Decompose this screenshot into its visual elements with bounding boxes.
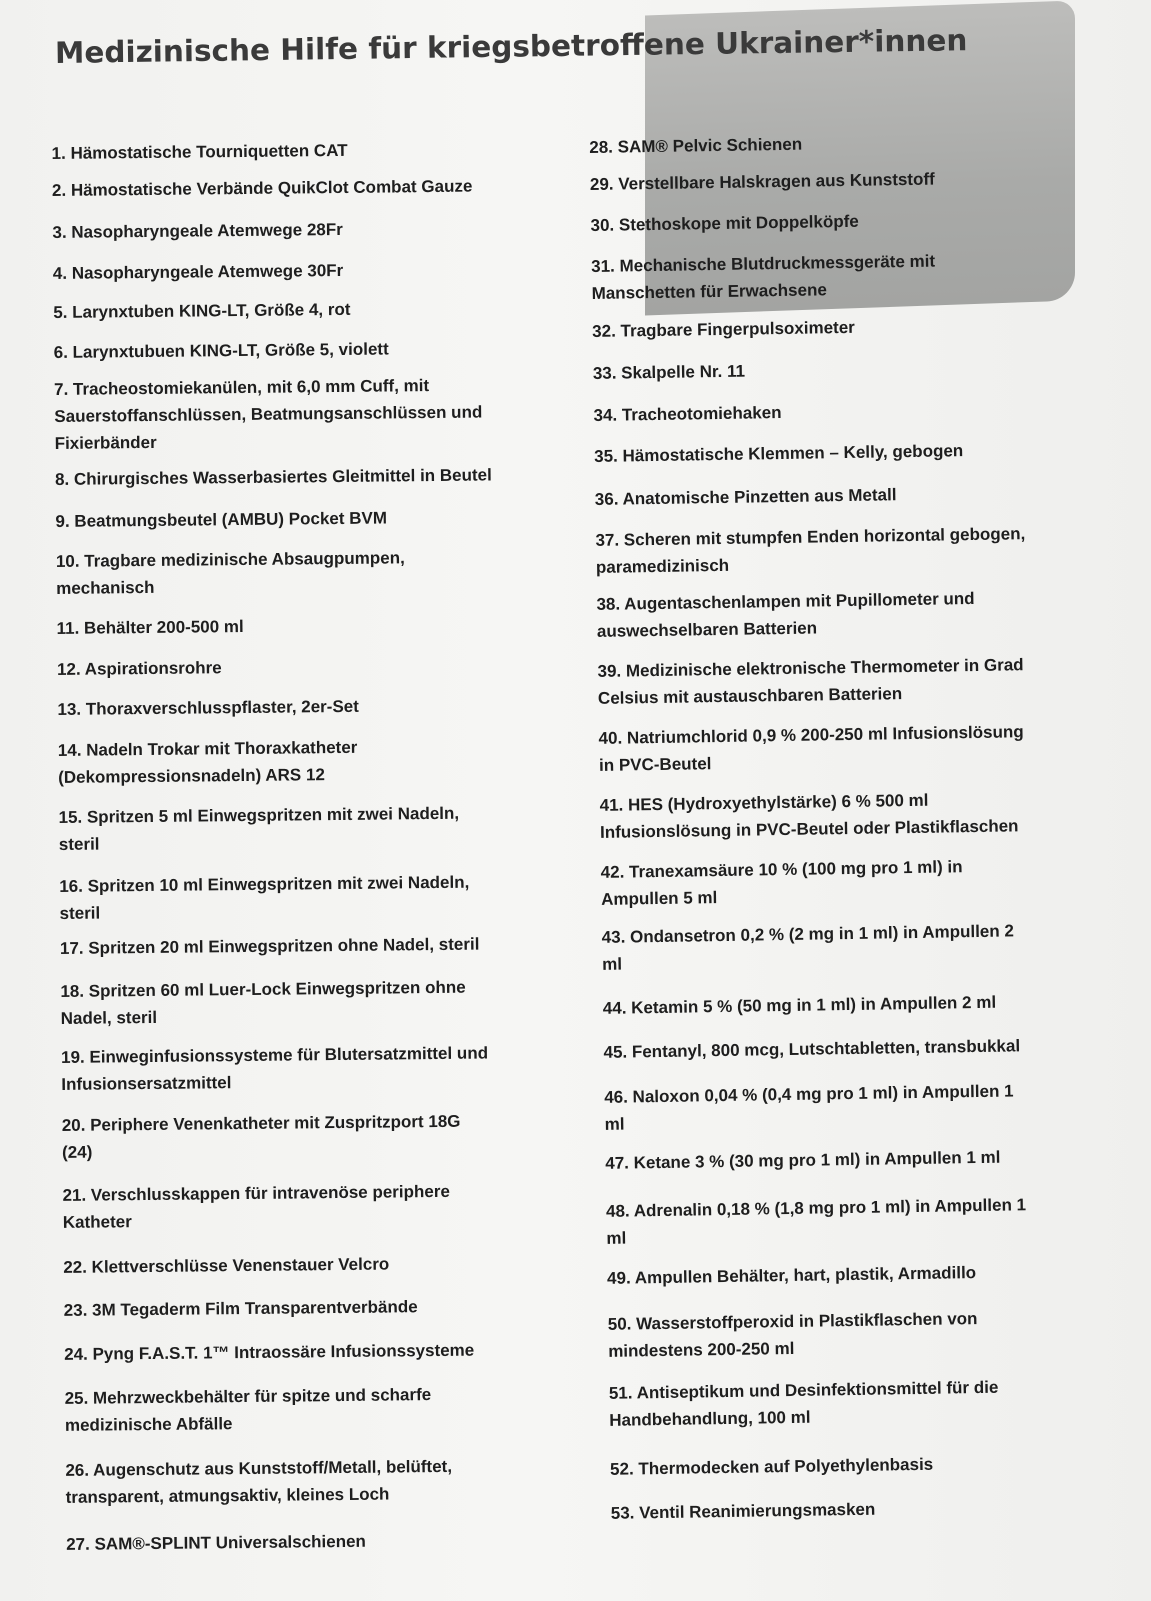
list-item: 18. Spritzen 60 ml Luer-Lock Einwegspritzen ohne Nadel, steril: [60, 977, 466, 1028]
list-item: 41. HES (Hydroxyethylstärke) 6 % 500 ml Infusionslösung in PVC-Beutel oder Plastikflaschen: [599, 790, 1019, 842]
list-item: 6. Larynxtubuen KING-LT, Größe 5, violett: [53, 339, 389, 362]
list-item: 12. Aspirationsrohre: [56, 658, 222, 679]
list-item: 7. Tracheostomiekanülen, mit 6,0 mm Cuff, mit Sauerstoffanschlüssen, Beatmungsanschlüssen und Fixierbänder: [53, 376, 483, 453]
list-item: 33. Skalpelle Nr. 11: [592, 361, 746, 383]
list-item: 34. Tracheotomiehaken: [593, 402, 782, 425]
list-item: 31. Mechanische Blutdruckmessgeräte mit Manschetten für Erwachsene: [591, 251, 936, 303]
list-item: 10. Tragbare medizinische Absaugpumpen, mechanisch: [55, 548, 405, 598]
list-item: 53. Ventil Reanimierungsmasken: [610, 1499, 876, 1523]
list-item: 25. Mehrzweckbehälter für spitze und scharfe medizinische Abfälle: [64, 1385, 432, 1435]
list-item: 20. Periphere Venenkatheter mit Zuspritzport 18G (24): [61, 1111, 461, 1162]
list-item: 38. Augentaschenlampen mit Pupillometer und auswechselbaren Batterien: [596, 588, 975, 641]
list-item: 39. Medizinische elektronische Thermometer in Grad Celsius mit austauschbaren Batterien: [597, 655, 1024, 708]
list-item: 23. 3M Tegaderm Film Transparentverbände: [63, 1297, 418, 1320]
list-item: 1. Hämostatische Tourniquetten CAT: [51, 140, 348, 163]
list-item: 14. Nadeln Trokar mit Thoraxkatheter (Dekompressionsnadeln) ARS 12: [57, 737, 358, 787]
list-item: 22. Klettverschlüsse Venenstauer Velcro: [63, 1254, 390, 1277]
list-item: 46. Naloxon 0,04 % (0,4 mg pro 1 ml) in Ampullen 1 ml: [604, 1081, 1014, 1134]
list-item: 5. Larynxtuben KING-LT, Größe 4, rot: [53, 299, 351, 322]
list-item: 4. Nasopharyngeale Atemwege 30Fr: [52, 260, 344, 283]
list-item: 43. Ondansetron 0,2 % (2 mg in 1 ml) in Ampullen 2 ml: [601, 921, 1015, 974]
list-item: 47. Ketane 3 % (30 mg pro 1 ml) in Ampullen 1 ml: [605, 1147, 1001, 1173]
list-item: 3. Nasopharyngeale Atemwege 28Fr: [52, 219, 343, 242]
list-item: 32. Tragbare Fingerpulsoximeter: [592, 317, 855, 341]
list-item: 44. Ketamin 5 % (50 mg in 1 ml) in Ampullen 2 ml: [602, 992, 997, 1018]
list-item: 27. SAM®-SPLINT Universalschienen: [66, 1531, 366, 1554]
list-item: 36. Anatomische Pinzetten aus Metall: [594, 485, 897, 509]
list-item: 19. Einweginfusionssysteme für Blutersatzmittel und Infusionsersatzmittel: [60, 1043, 489, 1094]
list-item: 50. Wasserstoffperoxid in Plastikflaschen von mindestens 200-250 ml: [607, 1309, 978, 1361]
document-title: Medizinische Hilfe für kriegsbetroffene Ukrainer*innen: [54, 23, 968, 70]
list-item: 35. Hämostatische Klemmen – Kelly, gebogen: [594, 441, 964, 466]
list-item: 2. Hämostatische Verbände QuikClot Combat Gauze: [51, 176, 473, 200]
list-item: 28. SAM® Pelvic Schienen: [589, 134, 803, 157]
list-item: 29. Verstellbare Halskragen aus Kunststoff: [589, 169, 935, 194]
list-item: 11. Behälter 200-500 ml: [56, 617, 244, 638]
list-item: 26. Augenschutz aus Kunststoff/Metall, belüftet, transparent, atmungsaktiv, kleines Loch: [65, 1456, 453, 1507]
list-item: 17. Spritzen 20 ml Einwegspritzen ohne Nadel, steril: [59, 934, 480, 958]
list-item: 15. Spritzen 5 ml Einwegspritzen mit zwei Nadeln, steril: [58, 803, 460, 854]
list-item: 51. Antiseptikum und Desinfektionsmittel für die Handbehandlung, 100 ml: [608, 1377, 999, 1430]
list-item: 52. Thermodecken auf Polyethylenbasis: [609, 1454, 934, 1479]
list-item: 45. Fentanyl, 800 mcg, Lutschtabletten, transbukkal: [603, 1036, 1021, 1062]
list-item: 16. Spritzen 10 ml Einwegspritzen mit zwei Nadeln, steril: [59, 872, 470, 923]
list-item: 42. Tranexamsäure 10 % (100 mg pro 1 ml) in Ampullen 5 ml: [600, 857, 963, 909]
list-item: 9. Beatmungsbeutel (AMBU) Pocket BVM: [55, 508, 388, 531]
list-item: 24. Pyng F.A.S.T. 1™ Intraossäre Infusionssysteme: [64, 1340, 475, 1364]
list-item: 49. Ampullen Behälter, hart, plastik, Armadillo: [606, 1263, 977, 1288]
list-item: 13. Thoraxverschlusspflaster, 2er-Set: [57, 696, 359, 719]
list-item: 8. Chirurgisches Wasserbasiertes Gleitmittel in Beutel: [54, 465, 492, 489]
list-item: 30. Stethoskope mit Doppelköpfe: [590, 211, 859, 235]
list-item: 37. Scheren mit stumpfen Enden horizontal gebogen, paramedizinisch: [595, 524, 1026, 577]
list-item: 48. Adrenalin 0,18 % (1,8 mg pro 1 ml) in Ampullen 1 ml: [605, 1195, 1027, 1248]
list-item: 40. Natriumchlorid 0,9 % 200-250 ml Infusionslösung in PVC-Beutel: [598, 722, 1024, 775]
list-item: 21. Verschlusskappen für intravenöse periphere Katheter: [62, 1181, 450, 1232]
